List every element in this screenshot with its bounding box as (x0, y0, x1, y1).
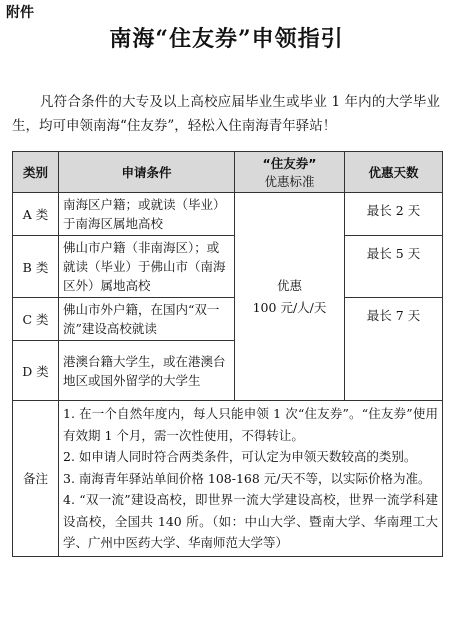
row-c-conditions: 佛山市外户籍，在国内“双一流”建设高校就读 (59, 298, 235, 341)
note-item: 3. 南海青年驿站单间价格 108-168 元/天不等，以实际价格为准。 (63, 470, 431, 486)
row-a-days: 最长 2 天 (345, 193, 443, 236)
row-b-days: 最长 5 天 (345, 236, 443, 298)
row-b-category: B 类 (13, 236, 59, 298)
table-row (13, 298, 443, 341)
header-category: 类别 (13, 152, 59, 193)
attachment-label: 附件 (6, 5, 34, 21)
row-d-conditions: 港澳台籍大学生，或在港澳台地区或国外留学的大学生 (59, 341, 235, 401)
notes-row (13, 401, 443, 557)
header-standard (235, 152, 345, 193)
notes-label: 备注 (13, 401, 59, 557)
eligibility-table (12, 151, 443, 557)
header-days: 优惠天数 (345, 152, 443, 193)
header-standard-line1: “住友券” (262, 156, 317, 171)
header-standard-line2: 优惠标准 (264, 174, 315, 189)
discount-standard-line2: 100 元/人/天 (252, 299, 327, 315)
row-a-conditions: 南海区户籍；或就读（毕业）于南海区属地高校 (59, 193, 235, 236)
header-conditions: 申请条件 (59, 152, 235, 193)
note-item: 4. “双一流”建设高校，即世界一流大学建设高校，世界一流学科建设高校，全国共 140 所。（如：中山大学、暨南大学、华南理工大学、广州中医药大学、华南师范大学等） (63, 492, 438, 550)
row-d-category: D 类 (13, 341, 59, 401)
table-row (13, 236, 443, 298)
note-item: 1. 在一个自然年度内，每人只能申领 1 次“住友券”。“住友券”使用有效期 1 个月，需一次性使用，不得转让。 (63, 406, 438, 443)
note-item: 2. 如申请人同时符合两类条件，可认定为申领天数较高的类别。 (63, 449, 417, 464)
notes-content (59, 401, 443, 557)
table-header-row (13, 152, 443, 193)
row-b-conditions: 佛山市户籍（非南海区）；或就读（毕业）于佛山市（南海区外）属地高校 (59, 236, 235, 298)
intro-paragraph: 凡符合条件的大专及以上高校应届毕业生或毕业 1 年内的大学毕业生，均可申领南海“住友券”，轻松入住南海青年驿站！ (12, 93, 440, 134)
discount-standard (235, 193, 345, 401)
table-row (13, 193, 443, 236)
row-c-category: C 类 (13, 298, 59, 341)
row-a-category: A 类 (13, 193, 59, 236)
row-cd-days: 最长 7 天 (345, 298, 443, 401)
discount-standard-line1: 优惠 (276, 277, 302, 293)
page-title: 南海“住友券”申领指引 (109, 26, 344, 52)
